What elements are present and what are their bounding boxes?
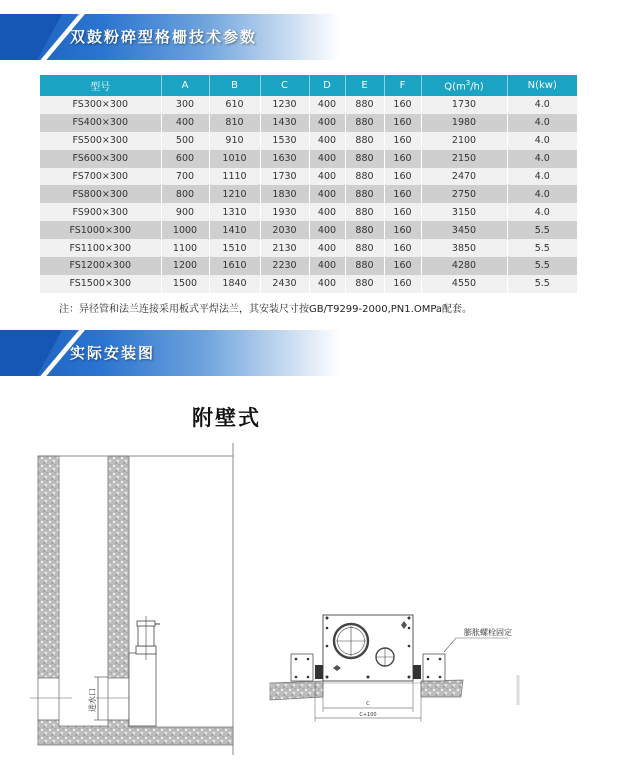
table-cell: 1230 bbox=[260, 96, 309, 114]
table-note: 注：异径管和法兰连接采用板式平焊法兰，其安装尺寸按GB/T9299-2000,PN1.OMPa配套。 bbox=[59, 304, 473, 315]
table-cell: 4280 bbox=[421, 257, 507, 275]
table-cell: 300 bbox=[161, 96, 209, 114]
table-cell: 2100 bbox=[421, 132, 507, 150]
table-row bbox=[40, 114, 577, 132]
table-cell: 2150 bbox=[421, 150, 507, 168]
table-cell: 160 bbox=[384, 185, 421, 203]
table-cell: 4.0 bbox=[507, 96, 577, 114]
table-cell: 160 bbox=[384, 221, 421, 239]
q-tail: /h) bbox=[470, 81, 484, 93]
table-row bbox=[40, 239, 577, 257]
table-cell: FS500×300 bbox=[40, 132, 161, 150]
table-row bbox=[40, 150, 577, 168]
table-cell: 1410 bbox=[209, 221, 260, 239]
table-cell: 400 bbox=[309, 257, 345, 275]
table-row bbox=[40, 203, 577, 221]
table-row bbox=[40, 221, 577, 239]
table-cell: 810 bbox=[209, 114, 260, 132]
table-cell: 160 bbox=[384, 150, 421, 168]
table-cell: 1100 bbox=[161, 239, 209, 257]
table-cell: 5.5 bbox=[507, 239, 577, 257]
table-cell: 1430 bbox=[260, 114, 309, 132]
table-cell: 5.5 bbox=[507, 257, 577, 275]
table-cell: 160 bbox=[384, 114, 421, 132]
section-banner-specs bbox=[0, 14, 340, 60]
table-cell: 1210 bbox=[209, 185, 260, 203]
table-cell: 400 bbox=[309, 168, 345, 186]
table-cell: 880 bbox=[345, 96, 384, 114]
table-header-row bbox=[40, 75, 577, 96]
section-title: 双鼓粉碎型格栅技术参数 bbox=[70, 28, 258, 46]
table-cell: 880 bbox=[345, 185, 384, 203]
table-cell: 880 bbox=[345, 114, 384, 132]
q-sup: 3 bbox=[465, 78, 471, 87]
table-cell: 400 bbox=[309, 275, 345, 293]
table-cell: 4.0 bbox=[507, 185, 577, 203]
table-cell: FS1100×300 bbox=[40, 239, 161, 257]
table-cell: 400 bbox=[309, 221, 345, 239]
table-cell: 1200 bbox=[161, 257, 209, 275]
channel-section-drawing bbox=[30, 443, 233, 755]
table-cell: 1630 bbox=[260, 150, 309, 168]
table-cell: 2470 bbox=[421, 168, 507, 186]
table-cell: 160 bbox=[384, 203, 421, 221]
col-header-model: 型号 bbox=[40, 75, 161, 96]
table-cell: 4.0 bbox=[507, 203, 577, 221]
table-cell: 400 bbox=[309, 203, 345, 221]
table-cell: 160 bbox=[384, 132, 421, 150]
table-cell: 4.0 bbox=[507, 132, 577, 150]
table-cell: 610 bbox=[209, 96, 260, 114]
table-cell: 4.0 bbox=[507, 168, 577, 186]
table-row bbox=[40, 96, 577, 114]
table-cell: 880 bbox=[345, 150, 384, 168]
table-cell: FS700×300 bbox=[40, 168, 161, 186]
table-cell: 2230 bbox=[260, 257, 309, 275]
table-cell: 880 bbox=[345, 221, 384, 239]
col-header-d: D bbox=[309, 75, 345, 96]
table-cell: 880 bbox=[345, 257, 384, 275]
table-cell: 1610 bbox=[209, 257, 260, 275]
table-cell: 880 bbox=[345, 275, 384, 293]
table-cell: 1840 bbox=[209, 275, 260, 293]
section-banner-install bbox=[0, 330, 340, 376]
table-row bbox=[40, 257, 577, 275]
table-row bbox=[40, 185, 577, 203]
table-cell: FS1000×300 bbox=[40, 221, 161, 239]
table-cell: 1500 bbox=[161, 275, 209, 293]
dim-c-label: C bbox=[366, 701, 370, 707]
table-cell: 1110 bbox=[209, 168, 260, 186]
table-cell: 1980 bbox=[421, 114, 507, 132]
table-cell: 2430 bbox=[260, 275, 309, 293]
table-cell: 1930 bbox=[260, 203, 309, 221]
col-header-b: B bbox=[209, 75, 260, 96]
table-cell: 880 bbox=[345, 168, 384, 186]
table-cell: 1510 bbox=[209, 239, 260, 257]
table-cell: 2130 bbox=[260, 239, 309, 257]
table-cell: 880 bbox=[345, 239, 384, 257]
col-header-c: C bbox=[260, 75, 309, 96]
table-cell: 700 bbox=[161, 168, 209, 186]
col-header-a: A bbox=[161, 75, 209, 96]
table-cell: 1830 bbox=[260, 185, 309, 203]
table-cell: 4.0 bbox=[507, 150, 577, 168]
drawing-title: 附壁式 bbox=[192, 406, 261, 430]
bolt-label: 膨胀螺栓固定 bbox=[464, 628, 512, 637]
table-cell: FS1200×300 bbox=[40, 257, 161, 275]
table-cell: 2030 bbox=[260, 221, 309, 239]
table-cell: 1730 bbox=[260, 168, 309, 186]
table-cell: 4.0 bbox=[507, 114, 577, 132]
table-cell: 160 bbox=[384, 275, 421, 293]
table-cell: 160 bbox=[384, 239, 421, 257]
table-cell: 3450 bbox=[421, 221, 507, 239]
table-cell: 400 bbox=[309, 132, 345, 150]
table-cell: 160 bbox=[384, 257, 421, 275]
table-cell: 3850 bbox=[421, 239, 507, 257]
table-cell: FS300×300 bbox=[40, 96, 161, 114]
table-cell: 400 bbox=[309, 114, 345, 132]
table-cell: 1010 bbox=[209, 150, 260, 168]
section-title: 实际安装图 bbox=[70, 344, 156, 362]
table-cell: 5.5 bbox=[507, 221, 577, 239]
table-cell: 880 bbox=[345, 203, 384, 221]
table-cell: FS800×300 bbox=[40, 185, 161, 203]
table-cell: 910 bbox=[209, 132, 260, 150]
table-cell: 1730 bbox=[421, 96, 507, 114]
table-cell: 400 bbox=[309, 185, 345, 203]
table-cell: 3150 bbox=[421, 203, 507, 221]
table-cell: 900 bbox=[161, 203, 209, 221]
table-cell: 5.5 bbox=[507, 275, 577, 293]
table-cell: FS600×300 bbox=[40, 150, 161, 168]
table-cell: 160 bbox=[384, 96, 421, 114]
table-cell: 500 bbox=[161, 132, 209, 150]
col-header-f: F bbox=[384, 75, 421, 96]
spec-table bbox=[40, 75, 577, 293]
table-cell: 160 bbox=[384, 168, 421, 186]
table-cell: 400 bbox=[309, 96, 345, 114]
table-cell: 400 bbox=[309, 239, 345, 257]
table-row bbox=[40, 132, 577, 150]
table-cell: 1000 bbox=[161, 221, 209, 239]
col-header-q bbox=[421, 75, 507, 96]
table-cell: 800 bbox=[161, 185, 209, 203]
q-main: Q(m bbox=[444, 81, 466, 93]
table-cell: FS900×300 bbox=[40, 203, 161, 221]
table-cell: 2750 bbox=[421, 185, 507, 203]
table-cell: 600 bbox=[161, 150, 209, 168]
table-cell: 1310 bbox=[209, 203, 260, 221]
table-row bbox=[40, 275, 577, 293]
col-header-e: E bbox=[345, 75, 384, 96]
front-view-drawing bbox=[270, 615, 518, 722]
table-row bbox=[40, 168, 577, 186]
table-cell: 400 bbox=[161, 114, 209, 132]
col-header-n: N(kw) bbox=[507, 75, 577, 96]
table-cell: 1530 bbox=[260, 132, 309, 150]
table-cell: FS400×300 bbox=[40, 114, 161, 132]
dim-c100-label: C+100 bbox=[359, 712, 377, 718]
table-cell: FS1500×300 bbox=[40, 275, 161, 293]
table-cell: 880 bbox=[345, 132, 384, 150]
inlet-label: 进水口 bbox=[88, 688, 97, 712]
table-cell: 4550 bbox=[421, 275, 507, 293]
table-cell: 400 bbox=[309, 150, 345, 168]
